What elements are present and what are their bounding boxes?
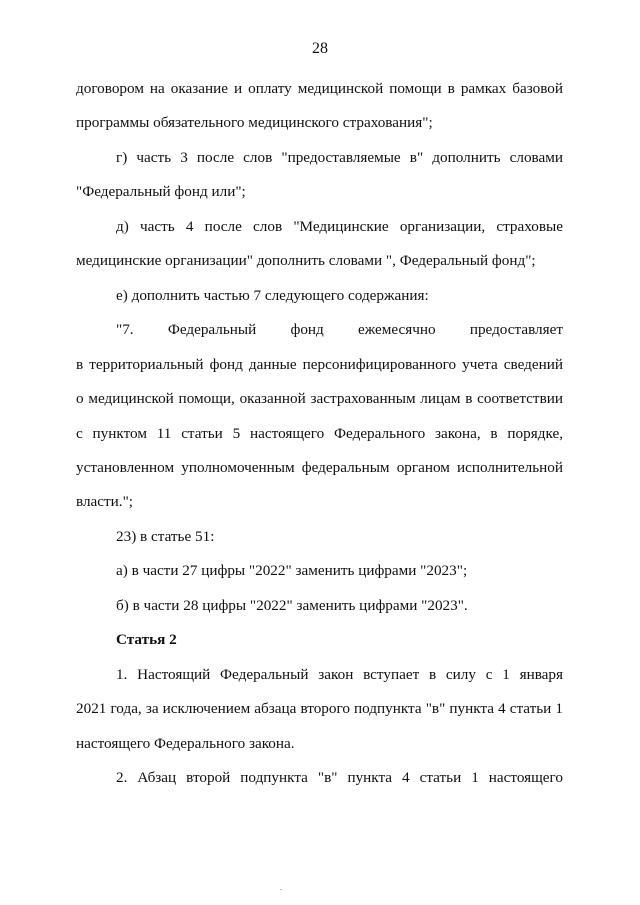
text-line: в территориальный фонд данные персонифицированного учета сведений <box>76 356 563 373</box>
text-line: "7. Федеральный фонд ежемесячно предоставляет <box>116 321 563 338</box>
text-line: 23) в статье 51: <box>116 528 215 545</box>
text-line: медицинские организации" дополнить словами ", Федеральный фонд"; <box>76 252 536 269</box>
text-line: с пунктом 11 статьи 5 настоящего Федерального закона, в порядке, <box>76 425 563 442</box>
text-line: о медицинской помощи, оказанной застрахованным лицам в соответствии <box>76 390 563 407</box>
text-line: е) дополнить частью 7 следующего содержания: <box>116 287 429 304</box>
text-line: программы обязательного медицинского страхования"; <box>76 114 433 131</box>
text-line: договором на оказание и оплату медицинской помощи в рамках базовой <box>76 80 563 97</box>
text-line: "Федеральный фонд или"; <box>76 183 246 200</box>
text-line: настоящего Федерального закона. <box>76 735 295 752</box>
text-line: а) в части 27 цифры "2022" заменить цифрами "2023"; <box>116 562 468 579</box>
text-line: установленном уполномоченным федеральным органом исполнительной <box>76 459 563 476</box>
text-line: 2. Абзац второй подпункта "в" пункта 4 статьи 1 настоящего <box>116 769 563 786</box>
article-heading: Статья 2 <box>116 631 177 648</box>
text-line: д) часть 4 после слов "Медицинские организации, страховые <box>116 218 563 235</box>
text-line: б) в части 28 цифры "2022" заменить цифрами "2023". <box>116 597 468 614</box>
text-line: власти."; <box>76 493 134 510</box>
page-number: 28 <box>312 40 328 57</box>
text-line: 1. Настоящий Федеральный закон вступает в силу с 1 января <box>116 666 563 683</box>
text-line: г) часть 3 после слов "предоставляемые в" дополнить словами <box>116 149 563 166</box>
text-line: 2021 года, за исключением абзаца второго подпункта "в" пункта 4 статьи 1 <box>76 700 563 717</box>
scan-speck <box>280 889 282 890</box>
